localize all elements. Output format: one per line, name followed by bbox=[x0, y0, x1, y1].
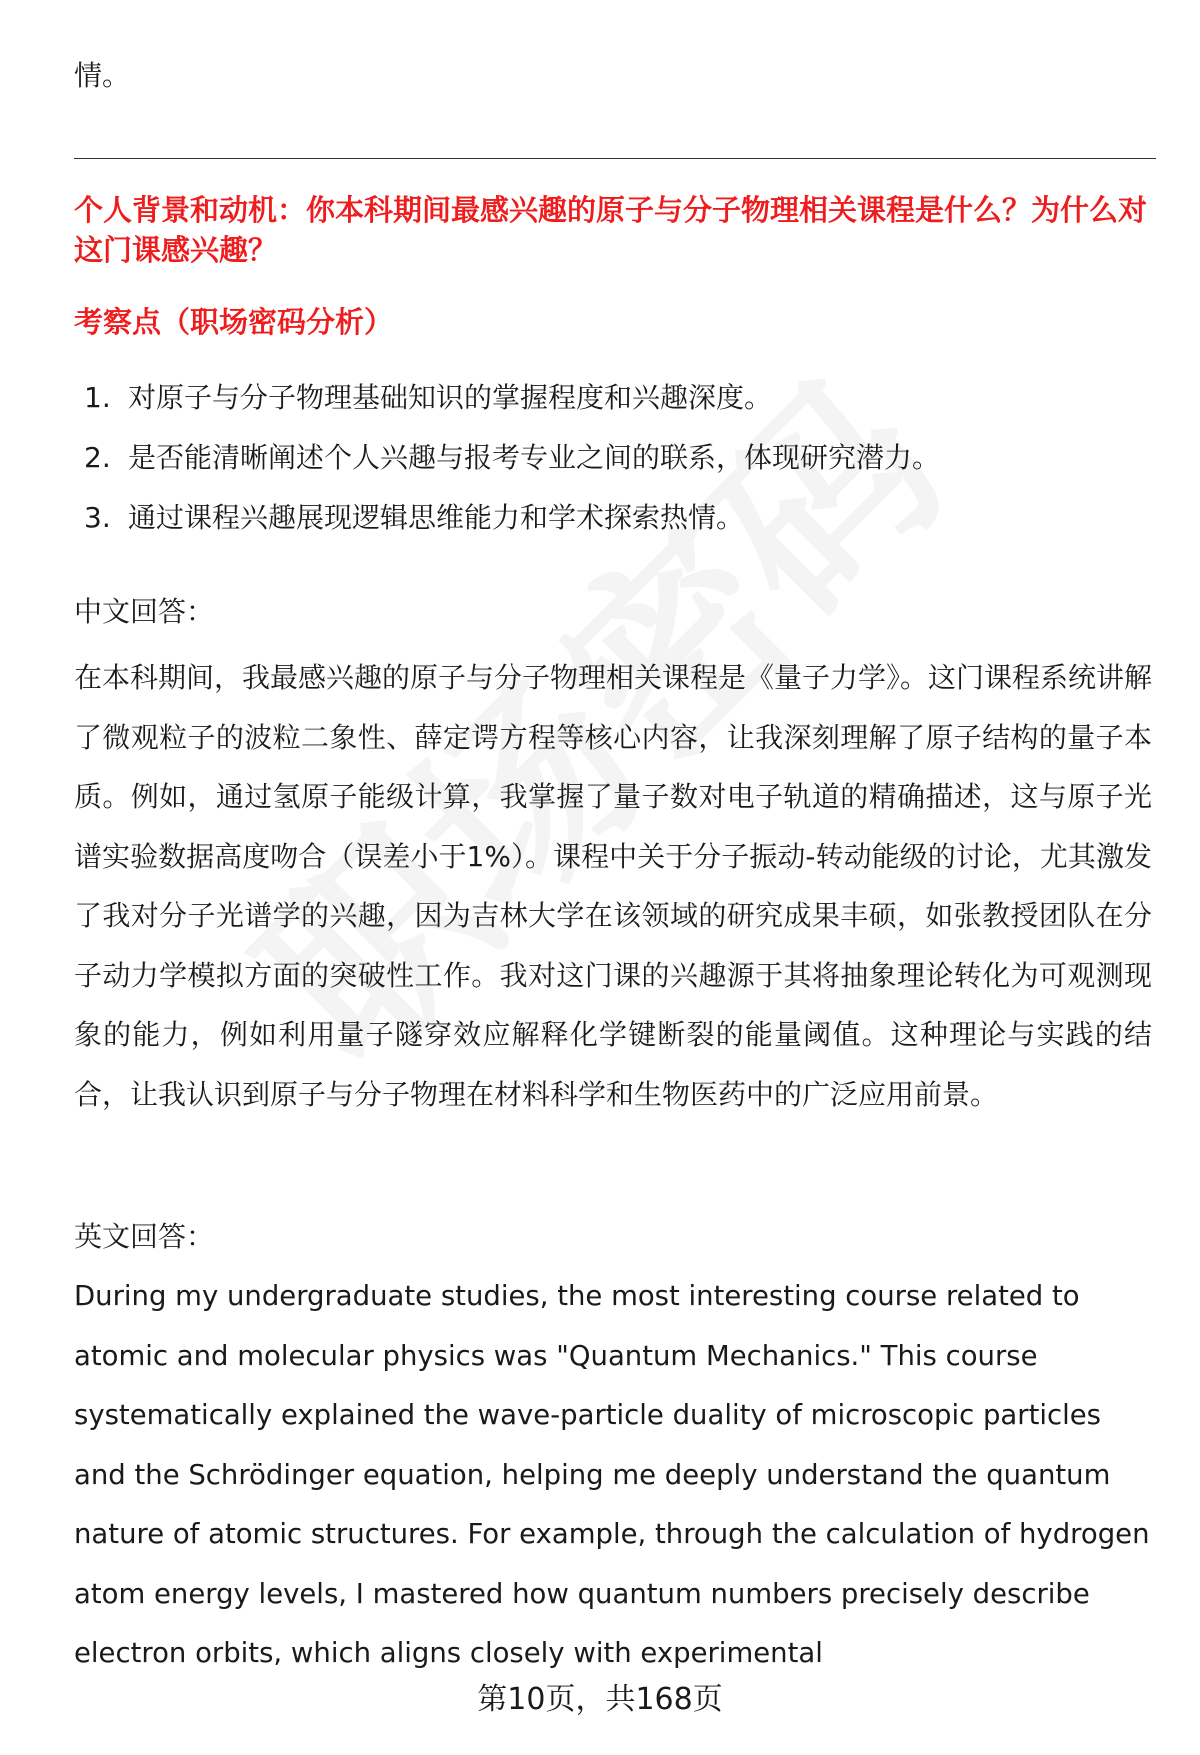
question-heading: 个人背景和动机：你本科期间最感兴趣的原子与分子物理相关课程是什么？为什么对这门课感兴趣？ bbox=[74, 193, 1148, 267]
list-text: 通过课程兴趣展现逻辑思维能力和学术探索热情。 bbox=[128, 501, 745, 534]
list-number: 1. bbox=[84, 381, 111, 414]
english-answer-label: 英文回答： bbox=[74, 1220, 215, 1253]
examine-points-list bbox=[84, 378, 940, 558]
english-answer-text: During my undergraduate studies, the most interesting course related to atomic and molecular physics was "Quantum Mechanics." This course systematically explained the wave-particle duality of microscopic particles and the Schrödinger equation, helping me deeply understand the quantum nature of atomic structures. For example, through the calculation of hydrogen atom energy levels, I mastered how quantum numbers precisely describe electron orbits, which aligns closely with experimental bbox=[74, 1280, 1150, 1669]
list-item bbox=[84, 438, 940, 498]
divider-line bbox=[74, 158, 1156, 159]
list-text: 是否能清晰阐述个人兴趣与报考专业之间的联系，体现研究潜力。 bbox=[128, 441, 941, 474]
chinese-answer-label: 中文回答： bbox=[74, 595, 215, 628]
list-number: 2. bbox=[84, 441, 111, 474]
chinese-answer-text: 在本科期间，我最感兴趣的原子与分子物理相关课程是《量子力学》。这门课程系统讲解了微观粒子的波粒二象性、薛定谔方程等核心内容，让我深刻理解了原子结构的量子本质。例如，通过氢原子能级计算，我掌握了量子数对电子轨道的精确描述，这与原子光谱实验数据高度吻合（误差小于1%）。课程中关于分子振动-转动能级的讨论，尤其激发了我对分子光谱学的兴趣，因为吉林大学在该领域的研究成果丰硕，如张教授团队在分子动力学模拟方面的突破性工作。我对这门课的兴趣源于其将抽象理论转化为可观测现象的能力，例如利用量子隧穿效应解释化学键断裂的能量阈值。这种理论与实践的结合，让我认识到原子与分子物理在材料科学和生物医药中的广泛应用前景。 bbox=[74, 661, 1153, 1111]
list-item bbox=[84, 378, 940, 438]
examine-points-title: 考察点（职场密码分析） bbox=[74, 305, 394, 339]
trailing-text: 情。 bbox=[74, 59, 131, 92]
page-number-footer: 第10页，共168页 bbox=[477, 1682, 723, 1717]
list-item bbox=[84, 498, 940, 558]
list-number: 3. bbox=[84, 501, 111, 534]
list-text: 对原子与分子物理基础知识的掌握程度和兴趣深度。 bbox=[128, 381, 773, 414]
